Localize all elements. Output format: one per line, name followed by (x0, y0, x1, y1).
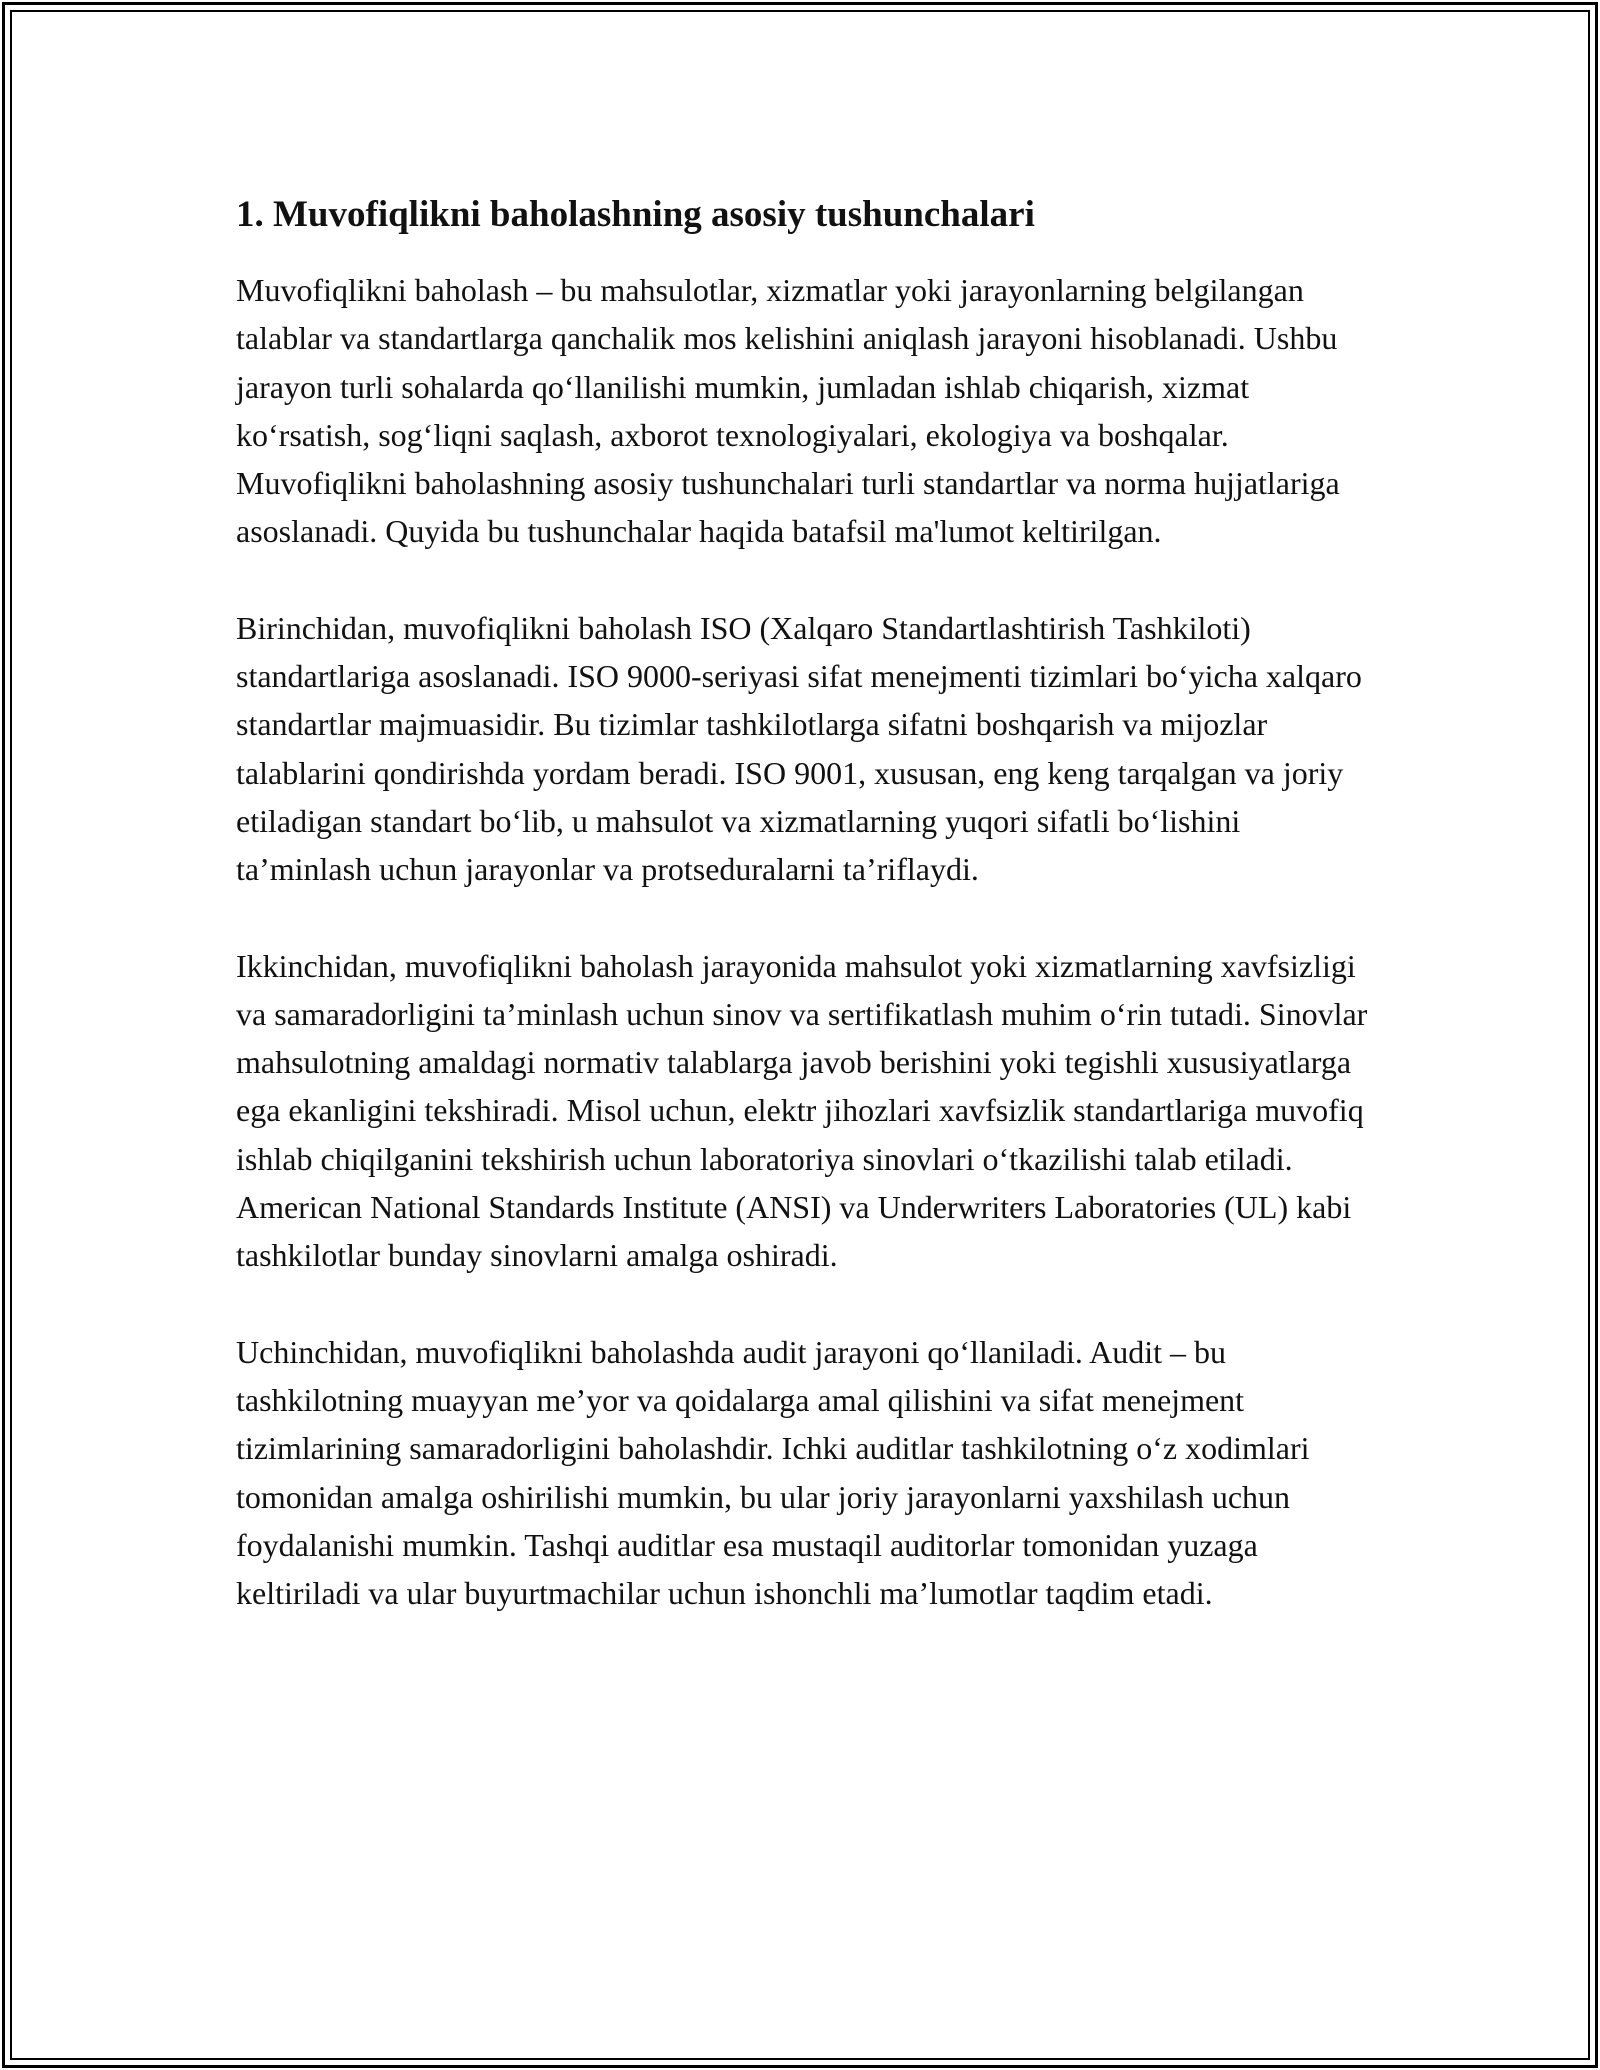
paragraph-2: Birinchidan, muvofiqlikni baholash ISO (Xalqaro Standartlashtirish Tashkiloti) standartlariga asoslanadi. ISO 9000-seriyasi sifat menejmenti tizimlari bo‘yicha xalqaro standartlar majmuasidir. Bu tizimlar tashkilotlarga sifatni boshqarish va mijozlar talablarini qondirishda yordam beradi. ISO 9001, xususan, eng keng tarqalgan va joriy etiladigan standart bo‘lib, u mahsulot va xizmatlarning yuqori sifatli bo‘lishini ta’minlash uchun jarayonlar va protseduralarni ta’riflaydi. (236, 609, 1362, 888)
document-body (236, 190, 1376, 1665)
paragraph-1: Muvofiqlikni baholash – bu mahsulotlar, xizmatlar yoki jarayonlarning belgilangan talablar va standartlarga qanchalik mos kelishini aniqlash jarayoni hisoblanadi. Ushbu jarayon turli sohalarda qo‘llanilishi mumkin, jumladan ishlab chiqarish, xizmat ko‘rsatish, sog‘liqni saqlash, axborot texnologiyalari, ekologiya va boshqalar. Muvofiqlikni baholashning asosiy tushunchalari turli standartlar va norma hujjatlariga asoslanadi. Quyida bu tushunchalar haqida batafsil ma'lumot keltirilgan. (236, 272, 1340, 550)
section-heading: 1. Muvofiqlikni baholashning asosiy tushunchalari (236, 194, 1035, 235)
paragraph-3: Ikkinchidan, muvofiqlikni baholash jarayonida mahsulot yoki xizmatlarning xavfsizligi va samaradorligini ta’minlash uchun sinov va sertifikatlash muhim o‘rin tutadi. Sinovlar mahsulotning amaldagi normativ talablarga javob berishini yoki tegishli xususiyatlarga ega ekanligini tekshiradi. Misol uchun, elektr jihozlari xavfsizlik standartlariga muvofiq ishlab chiqilganini tekshirish uchun laboratoriya sinovlari o‘tkazilishi talab etiladi. American National Standards Institute (ANSI) va Underwriters Laboratories (UL) kabi tashkilotlar bunday sinovlarni amalga oshiradi. (236, 947, 1368, 1274)
paragraph-4: Uchinchidan, muvofiqlikni baholashda audit jarayoni qo‘llaniladi. Audit – bu tashkilotning muayyan me’yor va qoidalarga amal qilishini va sifat menejment tizimlarining samaradorligini baholashdir. Ichki auditlar tashkilotning o‘z xodimlari tomonidan amalga oshirilishi mumkin, bu ular joriy jarayonlarni yaxshilash uchun foydalanishi mumkin. Tashqi auditlar esa mustaqil auditorlar tomonidan yuzaga keltiriladi va ular buyurtmachilar uchun ishonchli ma’lumotlar taqdim etadi. (236, 1333, 1310, 1612)
